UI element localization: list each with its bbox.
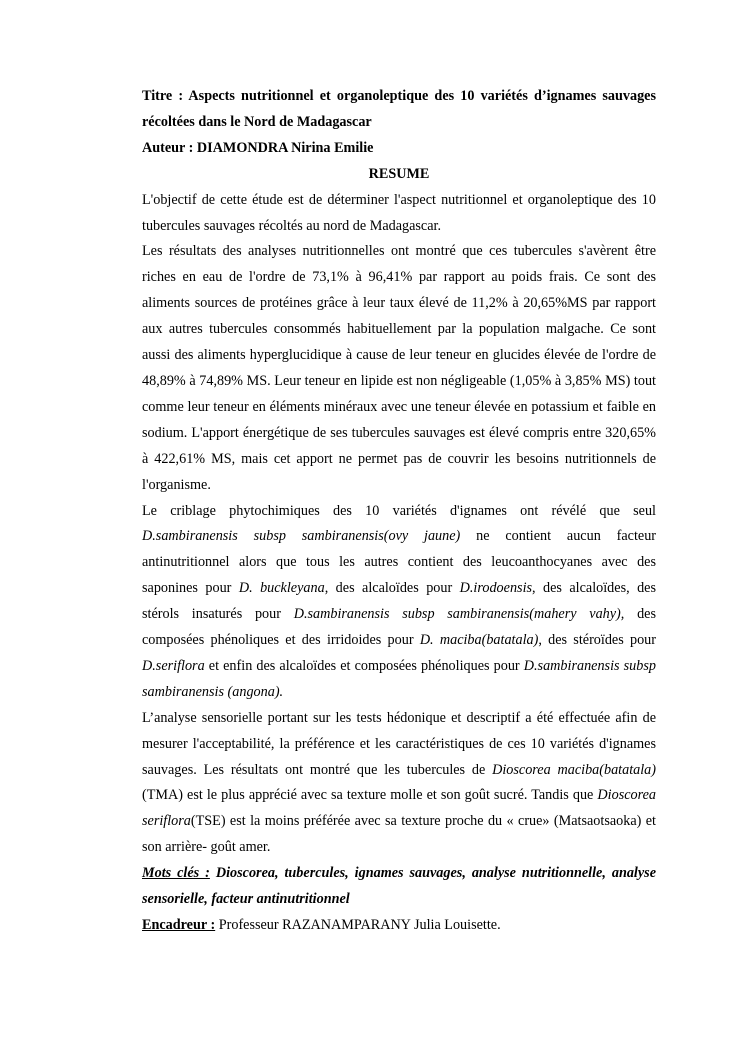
paragraph-nutrition-results: Les résultats des analyses nutritionnelles ont montré que ces tubercules s'avèrent être riches en eau de l'ordre de 73,1% à 96,41% par rapport au poids frais. Ce sont des aliments sources de protéines grâce à leur taux élevé de 11,2% à 20,65%MS par rapport aux autres tubercules consommés habituellement par la population malgache. Ce sont aussi des aliments hyperglucidique à cause de leur teneur en glucides élevée de l'ordre de 48,89% à 74,89% MS. Leur teneur en lipide est non négligeable (1,05% à 3,85% MS) tout comme leur teneur en éléments minéraux avec une teneur élevée en potassium et faible en sodium. L'apport énergétique de ses tubercules sauvages est élevé compris entre 320,65% à 422,61% MS, mais cet apport ne permet pas de couvrir les besoins nutritionnels de l'organisme. [142,243,656,493]
text-segment: (TSE) est la moins préférée avec sa texture proche du « crue» (Matsaotsaoka) et son arrière- goût amer. [142,813,656,856]
paragraph-objective: L'objectif de cette étude est de déterminer l'aspect nutritionnel et organoleptique des 10 tubercules sauvages récoltés au nord de Madagascar. [142,191,656,234]
abstract-body [142,84,656,939]
species-name: D.sambiranensis subsp sambiranensis (angona). [142,657,656,700]
species-name: D.seriflora [142,657,205,674]
species-name: D.sambiranensis subsp sambiranensis(ovy jaune) [142,528,461,545]
keywords-list: Dioscorea, tubercules, ignames sauvages, analyse nutritionnelle, analyse sensorielle, facteur antinutritionnel [142,865,656,908]
supervisor-label: Encadreur : [142,917,216,933]
text-segment: L’analyse sensorielle portant sur les tests hédonique et descriptif a été effectuée afin de mesurer l'acceptabilité, la préférence et les caractéristiques de ces 10 variétés d'ignames sauvages. Les résultats ont montré que les tubercules de [142,709,656,778]
species-name: D. buckleyana [238,580,325,597]
author-label: Auteur : [142,139,197,156]
species-name: D.sambiranensis subsp sambiranensis(mahery vahy), [293,606,625,623]
paragraph-phytochemical-screening [142,499,656,706]
text-segment: Le criblage phytochimiques des 10 variétés d'ignames ont révélé que seul [142,502,656,519]
keywords-line [142,861,656,913]
author-name: DIAMONDRA Nirina Emilie [196,139,374,156]
title-line [142,84,656,136]
title-label: Titre : [142,88,189,104]
text-segment: et enfin des alcaloïdes et composées phénoliques pour [204,657,524,674]
species-name: D.irodoensis [459,580,533,597]
supervisor-line [142,913,656,939]
text-segment: , des alcaloïdes pour [324,580,460,597]
species-name: Dioscorea maciba(batatala) [492,761,656,778]
text-segment: , des stéroïdes pour [538,632,656,649]
text-segment: (TMA) est le plus apprécié avec sa texture molle et son goût sucré. Tandis que [142,787,598,804]
text-segment: , des alcaloïdes, des stérols insaturés pour [142,580,656,623]
supervisor-name: Professeur RAZANAMPARANY Julia Louisette. [215,917,501,933]
species-name: Dioscorea seriflora [142,787,656,830]
species-name: D. maciba(batatala) [419,632,539,649]
text-segment: ne contient aucun facteur antinutritionnel alors que tous les autres contient des leucoanthocyanes avec des saponines pour [142,528,657,597]
title-text: Aspects nutritionnel et organoleptique des 10 variétés d’ignames sauvages récoltées dans le Nord de Madagascar [142,88,656,130]
keywords-label: Mots clés : [142,865,210,882]
author-line [142,136,656,162]
resume-heading: RESUME [368,165,430,182]
text-segment: des composées phénoliques et des irridoides pour [142,606,656,649]
paragraph-sensory-analysis [142,706,656,861]
